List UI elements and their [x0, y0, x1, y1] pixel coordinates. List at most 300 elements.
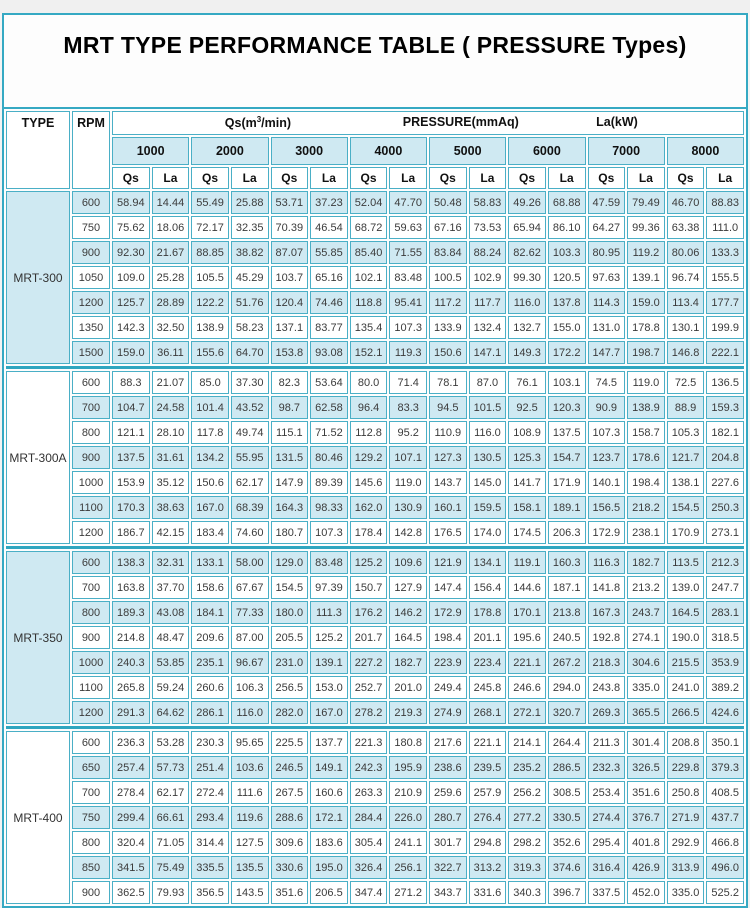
value-cell: 293.4 [191, 806, 229, 829]
value-cell: 256.2 [508, 781, 546, 804]
value-cell: 111.6 [231, 781, 269, 804]
value-cell: 146.8 [667, 341, 705, 364]
value-cell: 379.3 [706, 756, 744, 779]
value-cell: 107.1 [389, 446, 427, 469]
value-cell: 218.2 [627, 496, 665, 519]
value-cell: 217.6 [429, 731, 467, 754]
value-cell: 155.0 [548, 316, 586, 339]
value-cell: 65.16 [310, 266, 348, 289]
value-cell: 187.1 [548, 576, 586, 599]
table-row [6, 191, 744, 214]
value-cell: 103.1 [548, 371, 586, 394]
value-cell: 314.4 [191, 831, 229, 854]
value-cell: 183.6 [310, 831, 348, 854]
value-cell: 78.1 [429, 371, 467, 394]
value-cell: 88.85 [191, 241, 229, 264]
value-cell: 98.33 [310, 496, 348, 519]
value-cell: 80.46 [310, 446, 348, 469]
col-header-rpm: RPM [72, 111, 110, 189]
value-cell: 93.08 [310, 341, 348, 364]
value-cell: 257.4 [112, 756, 150, 779]
value-cell: 182.7 [389, 651, 427, 674]
value-cell: 87.07 [271, 241, 309, 264]
value-cell: 74.46 [310, 291, 348, 314]
value-cell: 304.6 [627, 651, 665, 674]
value-cell: 351.6 [271, 881, 309, 904]
value-cell: 178.4 [350, 521, 388, 544]
value-cell: 274.9 [429, 701, 467, 724]
sublabel-cell: Qs [191, 167, 229, 189]
value-cell: 142.3 [112, 316, 150, 339]
rpm-cell: 600 [72, 551, 110, 574]
value-cell: 57.73 [152, 756, 190, 779]
type-cell: MRT-300 [6, 191, 70, 364]
value-cell: 71.55 [389, 241, 427, 264]
sublabel-cell: Qs [429, 167, 467, 189]
value-cell: 75.49 [152, 856, 190, 879]
value-cell: 113.5 [667, 551, 705, 574]
value-cell: 223.9 [429, 651, 467, 674]
value-cell: 260.6 [191, 676, 229, 699]
value-cell: 62.58 [310, 396, 348, 419]
table-row [6, 316, 744, 339]
value-cell: 80.95 [588, 241, 626, 264]
value-cell: 71.52 [310, 421, 348, 444]
value-cell: 71.05 [152, 831, 190, 854]
value-cell: 230.3 [191, 731, 229, 754]
value-cell: 133.1 [191, 551, 229, 574]
value-cell: 164.5 [667, 601, 705, 624]
value-cell: 301.7 [429, 831, 467, 854]
value-cell: 266.5 [667, 701, 705, 724]
value-cell: 221.1 [508, 651, 546, 674]
value-cell: 154.7 [548, 446, 586, 469]
value-cell: 82.62 [508, 241, 546, 264]
value-cell: 112.8 [350, 421, 388, 444]
value-cell: 426.9 [627, 856, 665, 879]
value-cell: 153.9 [112, 471, 150, 494]
table-row [6, 266, 744, 289]
rpm-cell: 600 [72, 191, 110, 214]
table-row [6, 756, 744, 779]
value-cell: 95.2 [389, 421, 427, 444]
value-cell: 43.52 [231, 396, 269, 419]
value-cell: 215.5 [667, 651, 705, 674]
value-cell: 65.94 [508, 216, 546, 239]
value-cell: 326.4 [350, 856, 388, 879]
rpm-cell: 900 [72, 446, 110, 469]
value-cell: 95.65 [231, 731, 269, 754]
value-cell: 82.3 [271, 371, 309, 394]
value-cell: 267.2 [548, 651, 586, 674]
value-cell: 107.3 [588, 421, 626, 444]
value-cell: 90.9 [588, 396, 626, 419]
value-cell: 64.27 [588, 216, 626, 239]
value-cell: 309.6 [271, 831, 309, 854]
value-cell: 172.1 [310, 806, 348, 829]
value-cell: 250.3 [706, 496, 744, 519]
table-row [6, 446, 744, 469]
value-cell: 32.50 [152, 316, 190, 339]
value-cell: 140.1 [588, 471, 626, 494]
value-cell: 295.4 [588, 831, 626, 854]
value-cell: 221.1 [469, 731, 507, 754]
value-cell: 221.3 [350, 731, 388, 754]
value-cell: 167.0 [310, 701, 348, 724]
value-cell: 263.3 [350, 781, 388, 804]
value-cell: 104.7 [112, 396, 150, 419]
value-cell: 116.0 [508, 291, 546, 314]
value-cell: 92.30 [112, 241, 150, 264]
rpm-cell: 1350 [72, 316, 110, 339]
value-cell: 182.7 [627, 551, 665, 574]
value-cell: 96.4 [350, 396, 388, 419]
value-cell: 247.7 [706, 576, 744, 599]
value-cell: 83.48 [310, 551, 348, 574]
table-row [6, 421, 744, 444]
value-cell: 374.6 [548, 856, 586, 879]
value-cell: 50.48 [429, 191, 467, 214]
value-cell: 352.6 [548, 831, 586, 854]
value-cell: 75.62 [112, 216, 150, 239]
value-cell: 298.2 [508, 831, 546, 854]
pressure-header-cell: 6000 [508, 137, 585, 165]
page [0, 13, 750, 899]
value-cell: 103.3 [548, 241, 586, 264]
value-cell: 74.60 [231, 521, 269, 544]
value-cell: 110.9 [429, 421, 467, 444]
value-cell: 525.2 [706, 881, 744, 904]
pressure-header-cell: 7000 [588, 137, 665, 165]
value-cell: 313.9 [667, 856, 705, 879]
value-cell: 239.5 [469, 756, 507, 779]
value-cell: 178.8 [627, 316, 665, 339]
group-separator-row [6, 366, 744, 369]
value-cell: 63.38 [667, 216, 705, 239]
value-cell: 102.9 [469, 266, 507, 289]
value-cell: 71.4 [389, 371, 427, 394]
value-cell: 198.4 [627, 471, 665, 494]
value-cell: 58.00 [231, 551, 269, 574]
value-cell: 182.1 [706, 421, 744, 444]
rpm-cell: 750 [72, 216, 110, 239]
value-cell: 149.1 [310, 756, 348, 779]
table-row [6, 396, 744, 419]
value-cell: 25.28 [152, 266, 190, 289]
value-cell: 53.71 [271, 191, 309, 214]
value-cell: 45.29 [231, 266, 269, 289]
value-cell: 87.00 [231, 626, 269, 649]
value-cell: 206.5 [310, 881, 348, 904]
value-cell: 208.8 [667, 731, 705, 754]
value-cell: 180.8 [389, 731, 427, 754]
table-row [6, 341, 744, 364]
table-row [6, 216, 744, 239]
value-cell: 74.5 [588, 371, 626, 394]
value-cell: 276.4 [469, 806, 507, 829]
value-cell: 131.5 [271, 446, 309, 469]
value-cell: 137.7 [310, 731, 348, 754]
value-cell: 92.5 [508, 396, 546, 419]
value-cell: 265.8 [112, 676, 150, 699]
value-cell: 158.7 [627, 421, 665, 444]
value-cell: 80.0 [350, 371, 388, 394]
type-cell: MRT-350 [6, 551, 70, 724]
rpm-cell: 700 [72, 576, 110, 599]
table-row [6, 806, 744, 829]
value-cell: 145.6 [350, 471, 388, 494]
value-cell: 120.4 [271, 291, 309, 314]
value-cell: 291.3 [112, 701, 150, 724]
value-cell: 119.0 [627, 371, 665, 394]
value-cell: 35.12 [152, 471, 190, 494]
value-cell: 139.0 [667, 576, 705, 599]
value-cell: 146.2 [389, 601, 427, 624]
value-cell: 83.3 [389, 396, 427, 419]
value-cell: 192.8 [588, 626, 626, 649]
value-cell: 47.59 [588, 191, 626, 214]
value-cell: 73.53 [469, 216, 507, 239]
value-cell: 158.6 [191, 576, 229, 599]
value-cell: 83.77 [310, 316, 348, 339]
value-cell: 51.76 [231, 291, 269, 314]
value-cell: 389.2 [706, 676, 744, 699]
value-cell: 201.7 [350, 626, 388, 649]
table-row [6, 471, 744, 494]
value-cell: 347.4 [350, 881, 388, 904]
pressure-header-cell: 8000 [667, 137, 744, 165]
value-cell: 362.5 [112, 881, 150, 904]
value-cell: 105.3 [667, 421, 705, 444]
value-cell: 316.4 [588, 856, 626, 879]
value-cell: 72.5 [667, 371, 705, 394]
value-cell: 99.36 [627, 216, 665, 239]
value-cell: 437.7 [706, 806, 744, 829]
value-cell: 108.9 [508, 421, 546, 444]
value-cell: 137.5 [548, 421, 586, 444]
value-cell: 120.3 [548, 396, 586, 419]
value-cell: 286.5 [548, 756, 586, 779]
value-cell: 117.8 [191, 421, 229, 444]
value-cell: 48.47 [152, 626, 190, 649]
value-cell: 24.58 [152, 396, 190, 419]
value-cell: 109.6 [389, 551, 427, 574]
value-cell: 38.82 [231, 241, 269, 264]
table-row [6, 651, 744, 674]
value-cell: 257.9 [469, 781, 507, 804]
value-cell: 21.07 [152, 371, 190, 394]
value-cell: 496.0 [706, 856, 744, 879]
value-cell: 186.7 [112, 521, 150, 544]
col-header-type: TYPE [6, 111, 70, 189]
value-cell: 101.5 [469, 396, 507, 419]
value-cell: 125.7 [112, 291, 150, 314]
value-cell: 94.5 [429, 396, 467, 419]
value-cell: 127.3 [429, 446, 467, 469]
value-cell: 96.67 [231, 651, 269, 674]
value-cell: 159.0 [627, 291, 665, 314]
value-cell: 174.5 [508, 521, 546, 544]
value-cell: 47.70 [389, 191, 427, 214]
value-cell: 313.2 [469, 856, 507, 879]
value-cell: 125.2 [310, 626, 348, 649]
value-cell: 264.4 [548, 731, 586, 754]
value-cell: 76.1 [508, 371, 546, 394]
value-cell: 49.74 [231, 421, 269, 444]
value-cell: 79.93 [152, 881, 190, 904]
group-separator [6, 546, 744, 549]
type-cell: MRT-400 [6, 731, 70, 904]
value-cell: 98.7 [271, 396, 309, 419]
value-cell: 286.1 [191, 701, 229, 724]
value-cell: 72.17 [191, 216, 229, 239]
rpm-cell: 800 [72, 831, 110, 854]
value-cell: 147.4 [429, 576, 467, 599]
table-row [6, 521, 744, 544]
value-cell: 198.4 [429, 626, 467, 649]
value-cell: 129.2 [350, 446, 388, 469]
value-cell: 229.8 [667, 756, 705, 779]
value-cell: 121.9 [429, 551, 467, 574]
value-cell: 133.9 [429, 316, 467, 339]
value-cell: 184.1 [191, 601, 229, 624]
sublabel-cell: Qs [588, 167, 626, 189]
value-cell: 167.0 [191, 496, 229, 519]
value-cell: 343.7 [429, 881, 467, 904]
value-cell: 232.3 [588, 756, 626, 779]
value-cell: 102.1 [350, 266, 388, 289]
table-row [6, 576, 744, 599]
value-cell: 159.3 [706, 396, 744, 419]
value-cell: 272.1 [508, 701, 546, 724]
value-cell: 252.7 [350, 676, 388, 699]
value-cell: 53.28 [152, 731, 190, 754]
value-cell: 396.7 [548, 881, 586, 904]
value-cell: 80.06 [667, 241, 705, 264]
sublabel-cell: La [231, 167, 269, 189]
value-cell: 160.3 [548, 551, 586, 574]
value-cell: 116.0 [231, 701, 269, 724]
value-cell: 198.7 [627, 341, 665, 364]
sublabel-cell: La [310, 167, 348, 189]
value-cell: 212.3 [706, 551, 744, 574]
value-cell: 226.0 [389, 806, 427, 829]
rpm-cell: 1000 [72, 471, 110, 494]
value-cell: 38.63 [152, 496, 190, 519]
value-cell: 67.67 [231, 576, 269, 599]
value-cell: 150.7 [350, 576, 388, 599]
pressure-header-cell: 5000 [429, 137, 506, 165]
value-cell: 376.7 [627, 806, 665, 829]
value-cell: 36.11 [152, 341, 190, 364]
value-cell: 147.1 [469, 341, 507, 364]
value-cell: 301.4 [627, 731, 665, 754]
value-cell: 201.0 [389, 676, 427, 699]
value-cell: 206.3 [548, 521, 586, 544]
value-cell: 227.2 [350, 651, 388, 674]
value-cell: 331.6 [469, 881, 507, 904]
sublabel-cell: La [152, 167, 190, 189]
value-cell: 135.4 [350, 316, 388, 339]
value-cell: 238.1 [627, 521, 665, 544]
value-cell: 139.1 [627, 266, 665, 289]
value-cell: 158.1 [508, 496, 546, 519]
value-cell: 238.6 [429, 756, 467, 779]
value-cell: 195.9 [389, 756, 427, 779]
value-cell: 79.49 [627, 191, 665, 214]
value-cell: 272.4 [191, 781, 229, 804]
value-cell: 274.4 [588, 806, 626, 829]
value-cell: 330.5 [548, 806, 586, 829]
value-cell: 176.5 [429, 521, 467, 544]
rpm-cell: 750 [72, 806, 110, 829]
value-cell: 130.9 [389, 496, 427, 519]
value-cell: 129.0 [271, 551, 309, 574]
sublabel-cell: La [389, 167, 427, 189]
value-cell: 116.0 [469, 421, 507, 444]
value-cell: 119.6 [231, 806, 269, 829]
value-cell: 337.5 [588, 881, 626, 904]
value-cell: 70.39 [271, 216, 309, 239]
value-cell: 267.5 [271, 781, 309, 804]
value-cell: 335.5 [191, 856, 229, 879]
value-cell: 211.3 [588, 731, 626, 754]
group-separator [6, 366, 744, 369]
performance-table [4, 107, 746, 906]
sublabel-cell: Qs [667, 167, 705, 189]
table-row [6, 881, 744, 904]
value-cell: 177.7 [706, 291, 744, 314]
value-cell: 25.88 [231, 191, 269, 214]
value-cell: 318.5 [706, 626, 744, 649]
value-cell: 172.9 [588, 521, 626, 544]
group-separator-row [6, 546, 744, 549]
value-cell: 119.3 [389, 341, 427, 364]
value-cell: 236.3 [112, 731, 150, 754]
rpm-cell: 1000 [72, 651, 110, 674]
value-cell: 278.2 [350, 701, 388, 724]
value-cell: 176.2 [350, 601, 388, 624]
value-cell: 62.17 [152, 781, 190, 804]
value-cell: 125.3 [508, 446, 546, 469]
table-row [6, 371, 744, 394]
value-cell: 130.1 [667, 316, 705, 339]
table-row [6, 676, 744, 699]
value-cell: 136.5 [706, 371, 744, 394]
units-header [112, 111, 744, 135]
rpm-cell: 600 [72, 371, 110, 394]
value-cell: 195.6 [508, 626, 546, 649]
value-cell: 138.9 [191, 316, 229, 339]
rpm-cell: 900 [72, 881, 110, 904]
rpm-cell: 850 [72, 856, 110, 879]
value-cell: 365.5 [627, 701, 665, 724]
value-cell: 424.6 [706, 701, 744, 724]
units-header-row [6, 111, 744, 135]
value-cell: 274.1 [627, 626, 665, 649]
value-cell: 350.1 [706, 731, 744, 754]
value-cell: 88.24 [469, 241, 507, 264]
value-cell: 46.54 [310, 216, 348, 239]
rpm-cell: 1050 [72, 266, 110, 289]
value-cell: 320.7 [548, 701, 586, 724]
value-cell: 156.5 [588, 496, 626, 519]
value-cell: 97.63 [588, 266, 626, 289]
table-row [6, 731, 744, 754]
value-cell: 284.4 [350, 806, 388, 829]
value-cell: 88.3 [112, 371, 150, 394]
sublabel-cell: La [469, 167, 507, 189]
